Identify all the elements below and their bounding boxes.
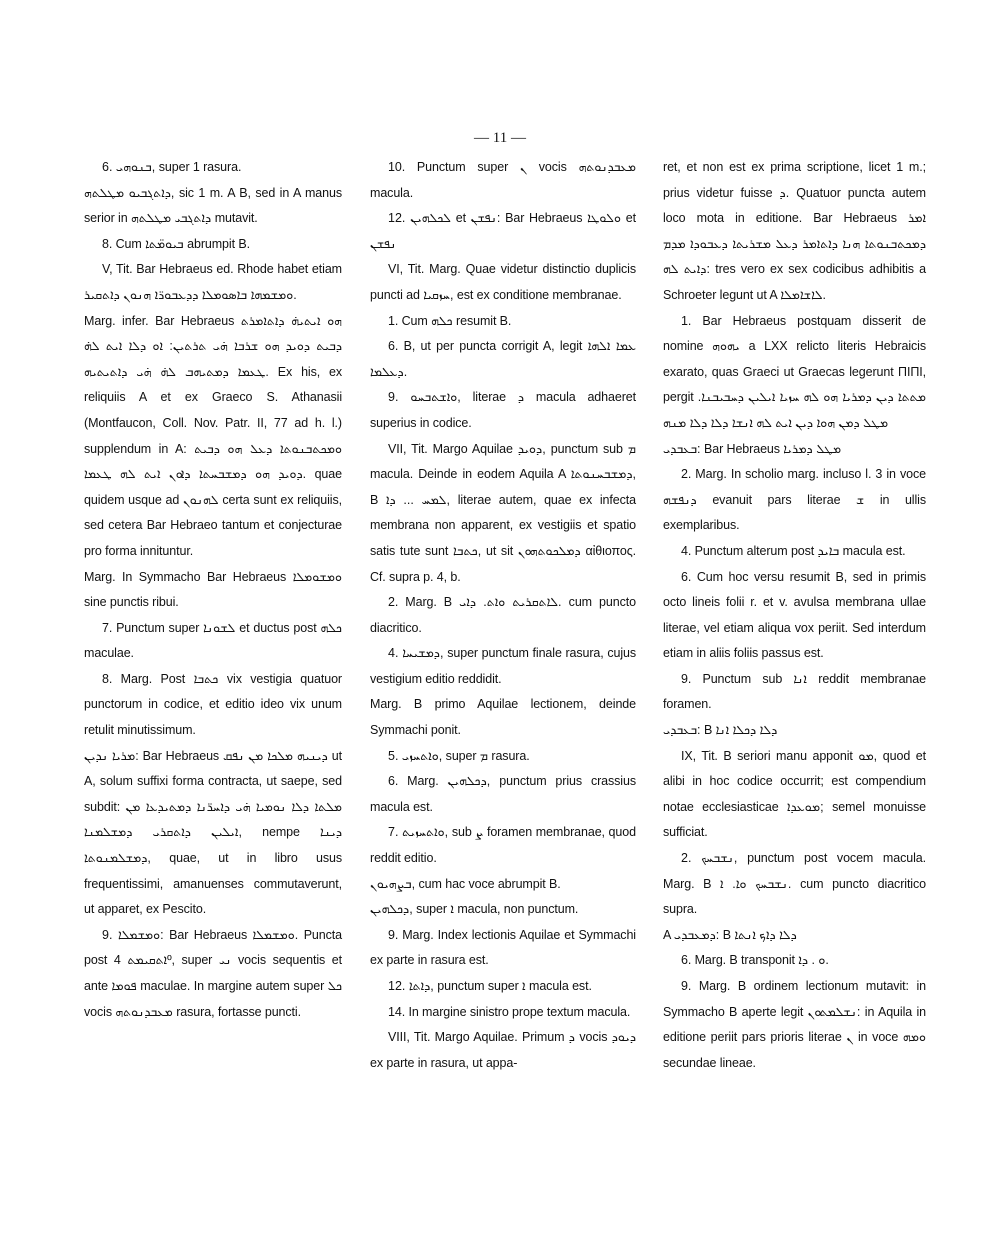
note-paragraph: 8. Marg. Post ܟܬܒܐ vix vestigia quatuor punctorum in codice, et editio ideo vix unum retulit minutissimum. <box>84 671 342 738</box>
note-paragraph: 9. ܘܡܫܡܠܐ: Bar Hebraeus ܘܡܫܡܠܐ. Puncta post ܐܬܩܝܡܬ 4º, super ܢܝ vocis sequentis et ante ܦܘܡܐ maculae. In margine autem super ܟܠ vocis ܡܥܒܕܢܘܬܗ rasura, fortasse puncti. <box>84 927 343 1019</box>
note-paragraph: ܡܪܝܐ ܢܕܝܢ: Bar Hebraeus ܕܝܢܝܗ ܡܠܟܐ ܡܢ ܢܦܩ ut A, solum suffixi forma contracta, ut saepe, sed subdit: ܡܠܬܐ ܕܠܐ ܢܘܡܝܐ ܗ̇ܝ ܕܐܚܪ̈ܢܐ ܕܡܬܝܕܥܐ ܡܢ ܐܝܠܝܢ ܕܐܬܩܪܝ ܕܡܫܠܡܢܐ, nempe ܕܝܢܐ ܕܡܫܠܡܢܘܬܐ, quae, ut in libro usus frequentissimi, amanuenses commutaverunt, ut apparet, ex Pescito. <box>84 748 342 917</box>
note-paragraph: Marg. infer. Bar Hebraeus ܗܘ ܐܝܬܝܗ̇ ܕܐܬܐܡܪܬ ܕܒܝܬ ܕܘܝܕ ܗܘ ܫܪܒܐ ܗ̇ܝ ܬܪܬܝܢ: ܐܘ ܕܠܐ ܐܝܬ ܠܗ̇ ܛܥܡܐ ܕܡܬܝܗܒ ܠܗ̇ ܗ̇ܝ ܕܐܬܝܬܝܗ. Ex his, ex reliquiis A et ex Graeco S. Athanasii (Montfaucon, Coll. Nov. Patr. II, 77 ad h. l.) supplendum in A: ܘܡܟܬܒܢܘܬܐ ܕܥܠ ܗܘ ܕܒܝܬ ܕܘܝܕ ܗܘ ܕܡܫܒܚܬܐ ܕܐܘܢ ܐܝܬ ܠܗ ܛܥܡܐ. quae quidem usque ad ܠܗܢܘܢ certa sunt ex reliquiis, sed cetera Bar Hebraeo tantum et conjecturae pro forma innituntur. <box>84 313 343 558</box>
note-paragraph: ܕܐܬܓܒܝܘ ܡܛܠܬܗ, sic 1 m. A B, sed in A manus serior in ܕܐܬܓܒܝ ܡܛܠܬܗ mutavit. <box>84 185 343 226</box>
note-paragraph: IX, Tit. B seriori manu apponit ܡܘ, quod et alibi in hoc codice occurrit; est compendium notae ecclesiasticae ܡܘܥܕܐ; semel monuisse sufficiat. <box>663 748 926 840</box>
note-paragraph: 6. ܒܢܘܗܝ, super 1 rasura. <box>102 160 242 174</box>
note-paragraph: VIII, Tit. Margo Aquilae. Primum ܕ vocis ܕܝܘܕ ex parte in rasura, ut appa- <box>370 1030 636 1070</box>
note-paragraph: 9. Marg. Index lectionis Aquilae et Symmachi ex parte in rasura est. <box>370 927 636 968</box>
note-paragraph: Marg. In Symmacho Bar Hebraeus ܘܡܫܘܡܠܐ sine punctis ribui. <box>84 569 342 610</box>
note-paragraph: 2. Marg. B ܠܐܬܩܪܝܬ ܘܐܬ. ܕܐܝ. cum puncto diacritico. <box>370 595 636 635</box>
note-paragraph: 12. ܠܟܠܗܝܢ et ܢܦܫܢ: Bar Hebraeus ܘܠܘܛܐ et ܢܦܫܢ <box>370 211 637 251</box>
note-paragraph: 1. Bar Hebraeus postquam disserit de nomine ܝܗܘܗ a LXX relicto literis Hebraicis exarato, quas Graeci ut Graecas legerunt ΠΙΠΙ, pergit ܡܬܬܐ ܕܝܢ ܕܡܪܝܐ ܗܘ ܠܗ ܚܙܝܐ ܐܝܠܝܢ ܕܚܒܝܒܢܐ. ܡܛܠ ܕܡܢ ܗܘܐ ܕܝܢ ܐܝܬ ܠܗ ܐܢܫܐ ܕܠܐ ܕܠܐ ܡܢܗ <box>663 313 926 430</box>
note-paragraph: ܒܥܒܕܝ: Bar Hebraeus ܡܛܠ ܕܡܪܝܐ <box>663 441 842 456</box>
note-paragraph: 6. B, ut per puncta corrigit A, legit ܥܡܐ ܐܠܗܐ ܕܥܠܡܐ. <box>370 339 636 379</box>
note-paragraph: 6. Cum hoc versu resumit B, sed in primis octo lineis folii r. et v. avulsa membrana ullae literae, vel etiam aliqua vox periit. Sed interdum etiam in aliis foliis passus est. <box>663 569 926 661</box>
note-paragraph: ret, et non est ex prima scriptione, licet 1 m.; prius videtur fuisse ܕ. Quatuor puncta autem loco mota in editione. Bar Hebraeus ܐܡܪ ܕܡܟܬܒܢܘܬܐ ܗܢܐ ܕܐܬܐܡܪ ܕܥܠ ܡܫܪܝܬܐ ܕܥܒܘܕܐ ܡܕܡ ܕܐܝܬ ܠܗ: tres vero ex sex codicibus adhibitis a Schroeter legunt ut A ܠܐܫܐܡܠܐ. <box>663 160 927 302</box>
note-paragraph: 5. ܘܐܬܚܙܝ, super ܡ rasura. <box>388 748 530 763</box>
note-paragraph: ܒܨܗܝܘܢ, cum hac voce abrumpit B. <box>370 876 561 891</box>
note-paragraph: VI, Tit. Marg. Quae videtur distinctio duplicis puncti ad ܚܙܩܝܐ, est ex conditione membranae. <box>370 262 636 302</box>
note-paragraph: 8. Cum ܒܝܘܡ̈ܬܐ abrumpit B. <box>102 236 250 251</box>
page-number: — 11 — <box>474 130 526 146</box>
note-paragraph: Marg. B primo Aquilae lectionem, deinde Symmachi ponit. <box>370 697 636 738</box>
note-paragraph: V, Tit. Bar Hebraeus ed. Rhode habet etiam ܘܡܫܡܗܐ ܒܐܣܘܡܠܐ ܕܕܥܒܘܪ̈ܐ ܗܢܘܢ ܕܐܬܩܝܪ. <box>84 262 342 302</box>
note-paragraph: 4. Punctum alterum post ܒܐܝܕ macula est. <box>681 543 906 558</box>
note-paragraph: ܒܥܒܕܝ: B ܕܠܐ ܕܟܠܐ ܐܢܐ <box>663 723 778 738</box>
note-paragraph: 7. ܘܐܬܚܙܝܬ, sub ܨ foramen membranae, quod reddit editio. <box>370 825 636 866</box>
note-paragraph: 6. Marg. B transponit ܘ . ܕܐ. <box>681 953 829 968</box>
note-paragraph: 2. Marg. In scholio marg. incluso l. 3 in voce ܕܢܦܫܗ evanuit pars literae ܫ in ullis exemplaribus. <box>663 467 926 533</box>
note-paragraph: 2. ܢܫܒܚܟ, punctum post vocem macula. Marg. B ܢܫܒܚܟ ܘܐ. ܐ. cum puncto diacritico supra. <box>663 851 927 917</box>
note-paragraph: 12. ܕܐܬܐ, punctum super ܐ macula est. <box>388 979 592 993</box>
note-paragraph: 9. Punctum sub ܐܢܐ reddit membranae foramen. <box>663 671 926 712</box>
note-paragraph: 4. ܕܡܫܝܚܐ, super punctum finale rasura, cujus vestigium editio reddidit. <box>370 646 636 686</box>
note-paragraph: ܕܟܠܗܝܢ, super ܐ macula, non punctum. <box>370 902 579 917</box>
note-paragraph: 9. ܘܐܫܬܒܚܘ, literae ܕ macula adhaeret superius in codice. <box>370 390 636 430</box>
note-paragraph: VII, Tit. Margo Aquilae ܕܘܝܕ, punctum sub ܡ macula. Deinde in eodem Aquila A ܕܡܫܒܚܢܘܬܐ, B ܠܡܚ ... ܕܐ, literae autem, quae ex infecta membrana non apparent, ex vestigiis et spatio satis tute sunt ܟܬܒܐ, ut sit ܕܡܠܟܘܬܗܘܢ αἰθιοπος. Cf. supra p. 4, b. <box>370 441 637 584</box>
note-paragraph: 10. Punctum super ܢ vocis ܡܥܒܕܢܘܬܗ macula. <box>370 160 636 200</box>
note-paragraph: A ܕܡܥܒܕܝ: B ܕܠܐ ܕܐܟ ܐܢܬܐ <box>663 927 797 942</box>
column-left <box>84 155 342 1025</box>
note-paragraph: 14. In margine sinistro prope textum macula. <box>388 1004 631 1019</box>
note-paragraph: 1. Cum ܟܠܗ resumit B. <box>388 313 512 328</box>
note-paragraph: 7. Punctum super ܠܫܘܢܐ et ductus post ܟܠܗ maculae. <box>84 620 342 661</box>
column-middle <box>370 155 636 1076</box>
note-paragraph: 6. Marg. ܕܟܠܗܝܢ, punctum prius crassius macula est. <box>370 774 636 814</box>
note-paragraph: 9. Marg. B ordinem lectionum mutavit: in Symmacho B aperte legit ܢܫܠܡܬܘܢ: in Aquila in editione periit pars prioris literae ܢ in voce ܘܡܗ secundae lineae. <box>663 979 926 1070</box>
column-right <box>663 155 926 1076</box>
